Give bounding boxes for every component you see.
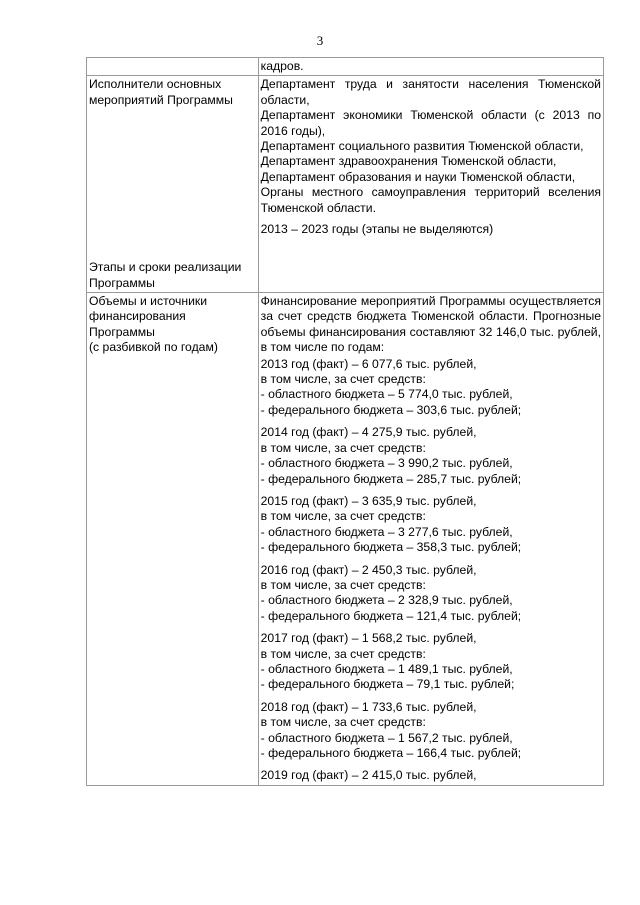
year-federal: - федерального бюджета – 79,1 тыс. рублей; (260, 677, 515, 692)
executor-item: Департамент здравоохранения Тюменской области, (260, 154, 557, 169)
year-block (261, 425, 601, 487)
year-total: 2019 год (факт) – 2 415,0 тыс. рублей, (260, 768, 477, 783)
year-block (261, 631, 601, 693)
year-block (261, 494, 601, 556)
year-total: 2014 год (факт) – 4 275,9 тыс. рублей, (260, 425, 477, 440)
funding-label-line: финансирования (89, 309, 186, 324)
stages-text: 2013 – 2023 годы (этапы не выделяются) (260, 222, 494, 237)
year-federal: - федерального бюджета – 303,6 тыс. рублей; (260, 402, 522, 417)
table-cell-left (87, 76, 259, 293)
table-row (87, 58, 604, 76)
year-federal: - федерального бюджета – 358,3 тыс. рублей; (260, 540, 522, 555)
year-sub: в том числе, за счет средств: (260, 715, 426, 730)
funding-label-line: Объемы и источники (89, 294, 208, 309)
executor-item: Департамент образования и науки Тюменской области, (260, 169, 576, 184)
passport-table (86, 57, 604, 786)
funding-intro: Финансирование мероприятий Программы осуществляется за счет средств бюджета Тюменской области. Прогнозные объемы финансирования составляют 32 146,0 тыс. рублей, в том числе по годам: (260, 294, 601, 355)
year-sub: в том числе, за счет средств: (260, 577, 426, 592)
year-sub: в том числе, за счет средств: (260, 646, 426, 661)
year-total: 2013 год (факт) – 6 077,6 тыс. рублей, (260, 356, 477, 371)
year-regional: - областного бюджета – 3 277,6 тыс. рублей, (260, 524, 513, 539)
table-cell-left (87, 293, 259, 786)
table-cell-left (87, 58, 259, 76)
year-federal: - федерального бюджета – 166,4 тыс. рублей; (260, 746, 522, 760)
year-sub: в том числе, за счет средств: (260, 372, 426, 387)
table-cell-right (258, 76, 603, 293)
year-regional: - областного бюджета – 1 489,1 тыс. рублей, (260, 661, 513, 676)
table-cell-right (258, 58, 603, 76)
year-regional: - областного бюджета – 2 328,9 тыс. рублей, (260, 593, 513, 608)
year-regional: - областного бюджета – 1 567,2 тыс. рублей, (260, 730, 513, 745)
year-federal: - федерального бюджета – 121,4 тыс. рублей; (260, 608, 522, 623)
table-cell-right (258, 293, 603, 786)
page-number: 3 (316, 33, 324, 48)
row1-text: кадров. (260, 59, 304, 73)
year-total: 2018 год (факт) – 1 733,6 тыс. рублей, (260, 699, 477, 714)
table-row (87, 76, 604, 293)
executor-item: Департамент экономики Тюменской области (с 2013 по 2016 годы), (260, 108, 601, 138)
year-regional: - областного бюджета – 5 774,0 тыс. рублей, (260, 387, 513, 402)
year-total: 2016 год (факт) – 2 450,3 тыс. рублей, (260, 562, 477, 577)
executor-item: Органы местного самоуправления территорий вселения Тюменской области. (260, 185, 601, 215)
year-block (261, 768, 601, 783)
funding-label-line: Программы (89, 324, 155, 339)
executor-item: Департамент труда и занятости населения Тюменской области, (260, 77, 601, 107)
year-block (261, 563, 601, 625)
year-federal: - федерального бюджета – 285,7 тыс. рублей; (260, 471, 522, 486)
table-row (87, 293, 604, 786)
year-sub: в том числе, за счет средств: (260, 509, 426, 524)
year-regional: - областного бюджета – 3 990,2 тыс. рублей, (260, 456, 513, 471)
executor-item: Департамент социального развития Тюменской области, (260, 139, 584, 154)
year-sub: в том числе, за счет средств: (260, 440, 426, 455)
year-total: 2015 год (факт) – 3 635,9 тыс. рублей, (260, 493, 477, 508)
stages-label: Этапы и сроки реализации Программы (89, 260, 242, 290)
year-block (261, 700, 601, 762)
funding-label-line: (с разбивкой по годам) (89, 340, 218, 355)
executors-label: Исполнители основных мероприятий Программы (89, 77, 233, 107)
year-total: 2017 год (факт) – 1 568,2 тыс. рублей, (260, 631, 477, 646)
year-block (261, 357, 601, 419)
